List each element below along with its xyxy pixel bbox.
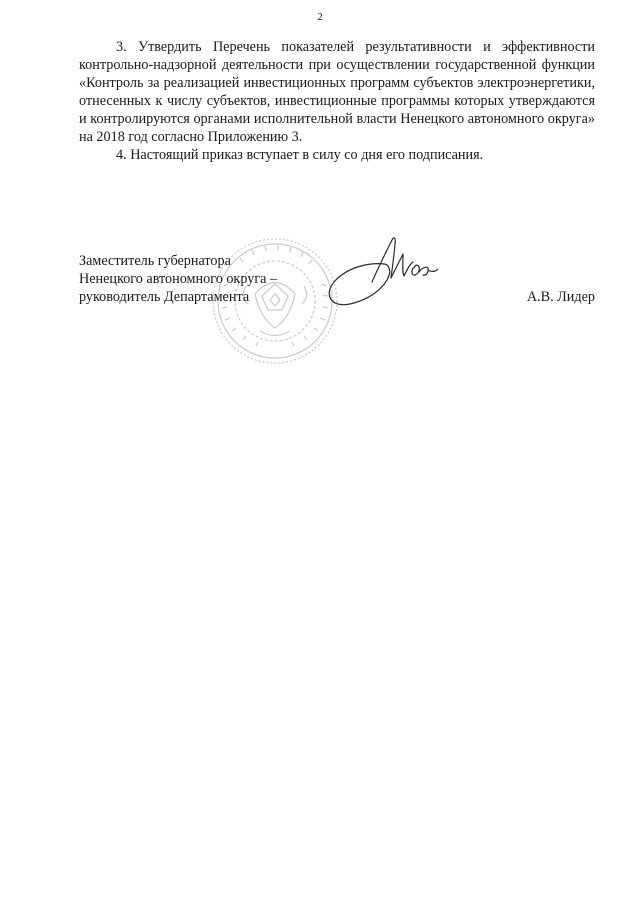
signatory-title: [79, 252, 277, 306]
paragraph-4: 4. Настоящий приказ вступает в силу со дня его подписания.: [116, 147, 484, 163]
document-body: [79, 38, 595, 164]
handwritten-signature: [318, 234, 438, 318]
page-number: 2: [317, 11, 323, 23]
signatory-title-line-1: Заместитель губернатора: [79, 253, 231, 269]
signatory-title-line-2: Ненецкого автономного округа –: [79, 271, 278, 287]
signatory-name: А.В. Лидер: [526, 289, 595, 305]
paragraph-3: 3. Утвердить Перечень показателей результативности и эффективности контрольно-надзорной деятельности при осуществлении государственной функции «Контроль за реализацией инвестиционных программ субъектов электроэнергетики, отнесенных к числу субъектов, инвестиционные программы которых утверждаются и контролируются органами исполнительной власти Ненецкого автономного округа» на 2018 год согласно Приложению 3.: [79, 39, 595, 145]
signatory-title-line-3: руководитель Департамента: [79, 289, 250, 305]
